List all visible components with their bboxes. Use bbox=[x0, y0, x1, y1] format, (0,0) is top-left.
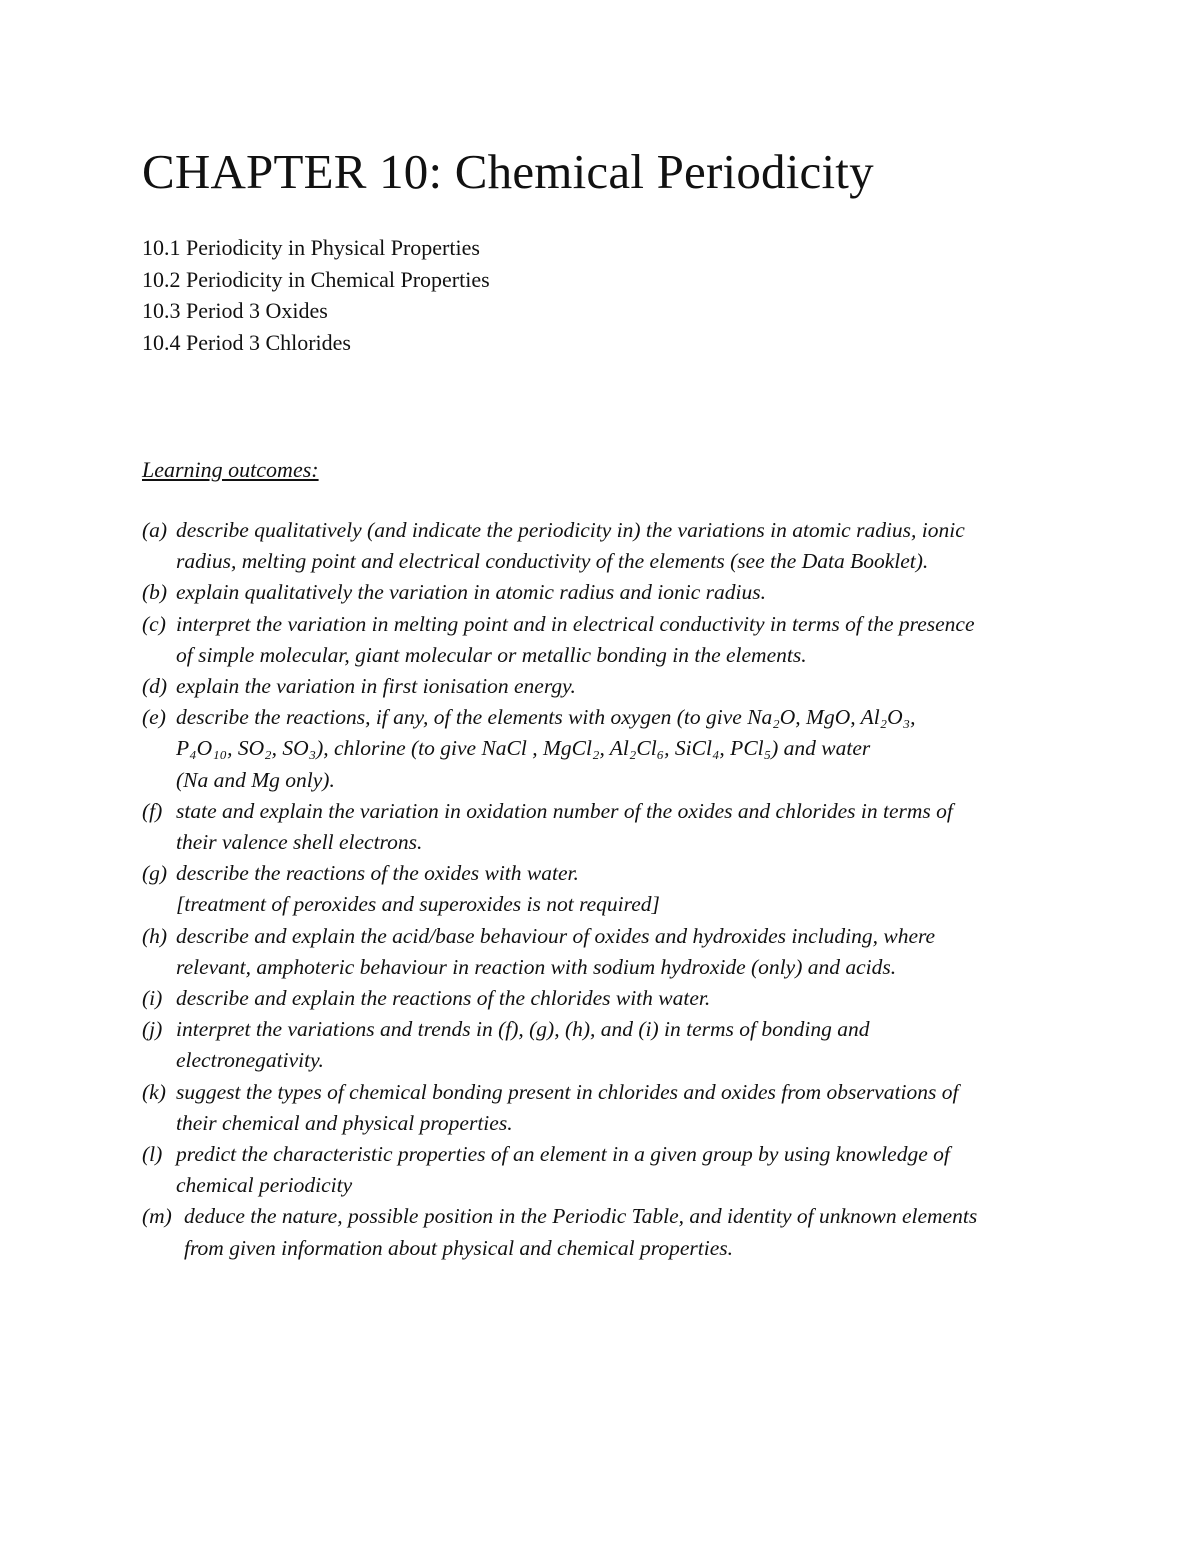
outcome-marker: (h) bbox=[142, 923, 168, 948]
outcome-d bbox=[142, 671, 1042, 702]
outcome-text-line: describe the reactions, if any, of the elements with oxygen (to give Na₂O, MgO, Al₂O₃, bbox=[176, 705, 916, 730]
outcome-marker: (e) bbox=[142, 705, 166, 730]
section-list bbox=[142, 232, 490, 358]
outcome-text-line: describe and explain the acid/base behaviour of oxides and hydroxides including, where bbox=[176, 923, 936, 948]
outcome-text-line: state and explain the variation in oxidation number of the oxides and chlorides in terms of bbox=[176, 798, 953, 823]
outcome-text-line: chemical periodicity bbox=[176, 1173, 353, 1198]
outcome-text-line: from given information about physical and chemical properties. bbox=[184, 1235, 733, 1260]
outcome-text-line: suggest the types of chemical bonding present in chlorides and oxides from observations of bbox=[176, 1079, 959, 1104]
outcome-i bbox=[142, 983, 1042, 1014]
outcome-marker: (i) bbox=[142, 986, 163, 1011]
outcome-text-line: their valence shell electrons. bbox=[176, 830, 423, 855]
outcome-text-line: deduce the nature, possible position in the Periodic Table, and identity of unknown elements bbox=[184, 1204, 978, 1229]
outcome-marker: (c) bbox=[142, 611, 166, 636]
outcome-f bbox=[142, 796, 1042, 858]
section-item: 10.3 Period 3 Oxides bbox=[142, 298, 328, 323]
learning-outcomes-list bbox=[142, 515, 1042, 1264]
outcome-text-line: radius, melting point and electrical conductivity of the elements (see the Data Booklet). bbox=[176, 549, 929, 574]
section-item: 10.1 Periodicity in Physical Properties bbox=[142, 235, 480, 260]
outcome-marker: (d) bbox=[142, 674, 168, 699]
outcome-text-line: (Na and Mg only). bbox=[176, 767, 335, 792]
outcome-marker: (k) bbox=[142, 1079, 166, 1104]
outcome-marker: (b) bbox=[142, 580, 168, 605]
outcome-text-line: of simple molecular, giant molecular or metallic bonding in the elements. bbox=[176, 642, 807, 667]
outcome-a bbox=[142, 515, 1042, 577]
outcome-text-line: explain the variation in first ionisation energy. bbox=[176, 674, 576, 699]
outcome-text-line: interpret the variations and trends in (f), (g), (h), and (i) in terms of bonding and bbox=[176, 1017, 870, 1042]
outcome-marker: (a) bbox=[142, 518, 168, 542]
outcome-text-line: P₄O₁₀, SO₂, SO₃), chlorine (to give NaCl , MgCl₂, Al₂Cl₆, SiCl₄, PCl₅) and water bbox=[176, 736, 871, 761]
outcome-text-line: describe the reactions of the oxides with water. bbox=[176, 861, 579, 886]
learning-outcomes-heading: Learning outcomes: bbox=[142, 457, 319, 482]
outcome-b bbox=[142, 577, 1042, 608]
outcome-m bbox=[142, 1201, 1042, 1263]
outcome-marker: (g) bbox=[142, 861, 168, 886]
outcome-text-line: predict the characteristic properties of an element in a given group by using knowledge of bbox=[176, 1142, 950, 1167]
section-item: 10.4 Period 3 Chlorides bbox=[142, 329, 351, 355]
outcome-text-line: describe qualitatively (and indicate the periodicity in) the variations in atomic radius, ionic bbox=[176, 518, 965, 542]
outcome-h bbox=[142, 921, 1042, 983]
outcome-text-line: electronegativity. bbox=[176, 1048, 324, 1073]
outcome-text-line: [treatment of peroxides and superoxides is not required] bbox=[176, 892, 660, 917]
outcome-l bbox=[142, 1139, 1042, 1201]
outcome-k bbox=[142, 1077, 1042, 1139]
outcome-text-line: explain qualitatively the variation in atomic radius and ionic radius. bbox=[176, 580, 766, 605]
outcome-text-line: describe and explain the reactions of the chlorides with water. bbox=[176, 986, 711, 1011]
outcome-c bbox=[142, 609, 1042, 671]
outcome-text-line: relevant, amphoteric behaviour in reaction with sodium hydroxide (only) and acids. bbox=[176, 954, 897, 979]
outcome-g bbox=[142, 858, 1042, 920]
outcome-j bbox=[142, 1014, 1042, 1076]
chapter-title: CHAPTER 10: Chemical Periodicity bbox=[142, 144, 874, 199]
outcome-text-line: interpret the variation in melting point and in electrical conductivity in terms of the presence bbox=[176, 611, 975, 636]
outcome-marker: (j) bbox=[142, 1017, 163, 1042]
section-item: 10.2 Periodicity in Chemical Properties bbox=[142, 266, 490, 292]
outcome-marker: (f) bbox=[142, 798, 163, 823]
outcome-marker: (m) bbox=[142, 1204, 172, 1229]
outcome-text-line: their chemical and physical properties. bbox=[176, 1110, 513, 1135]
outcome-marker: (l) bbox=[142, 1142, 163, 1167]
outcome-e bbox=[142, 702, 1042, 796]
